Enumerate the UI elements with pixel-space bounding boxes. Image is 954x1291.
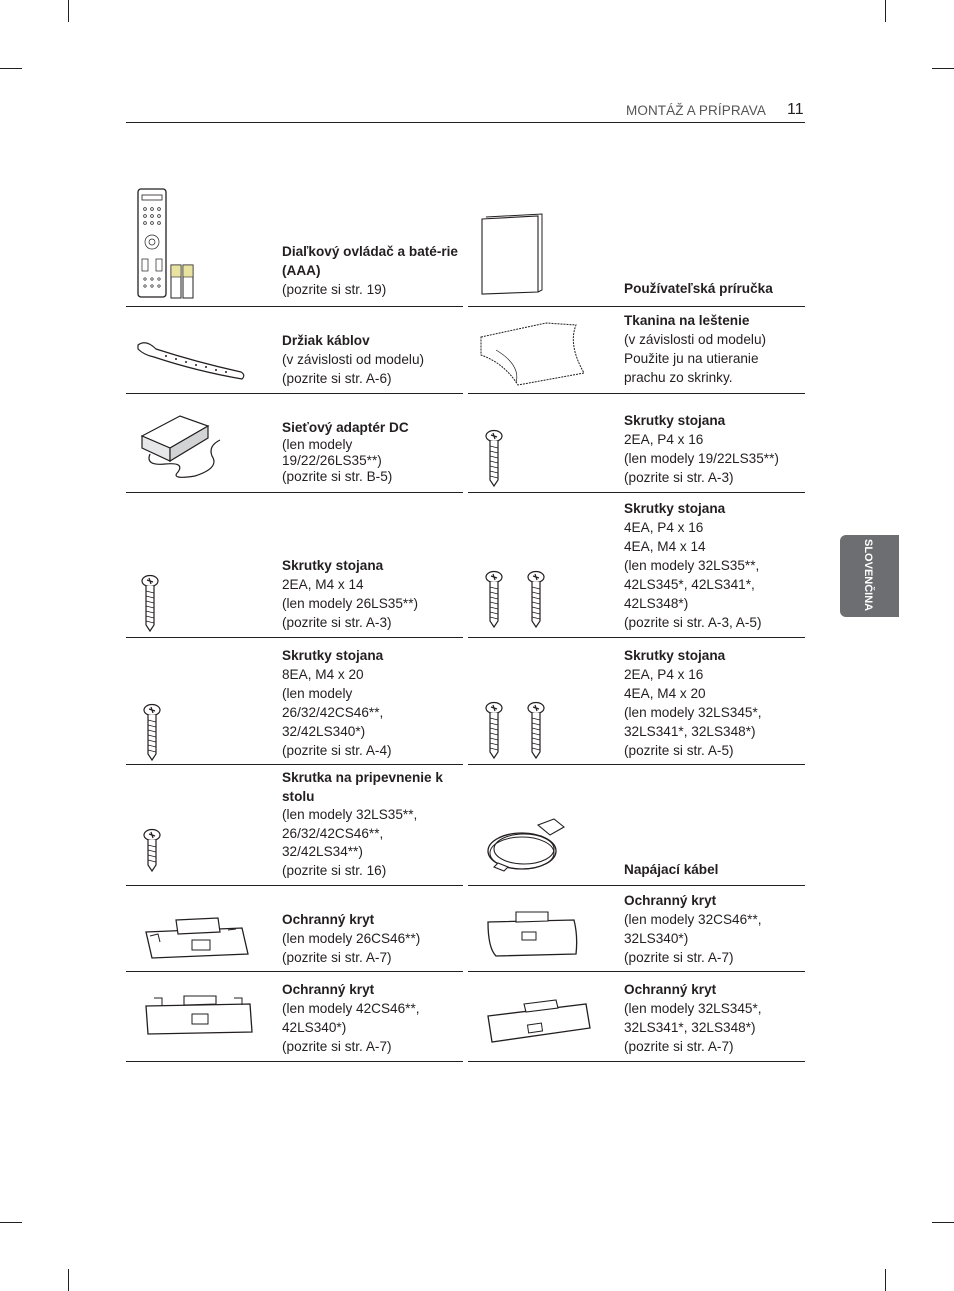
list-item bbox=[468, 638, 805, 765]
item-detail: (pozrite si str. A-7) bbox=[282, 1039, 392, 1054]
list-item bbox=[126, 394, 463, 493]
item-detail: 26/32/42CS46**, bbox=[282, 705, 384, 720]
item-title: Tkanina na leštenie bbox=[624, 313, 750, 328]
item-detail: 42LS345*, 42LS341*, bbox=[624, 577, 755, 592]
list-item bbox=[126, 886, 463, 972]
remote-control-icon bbox=[136, 187, 206, 302]
item-detail: 32LS341*, 32LS348*) bbox=[624, 1020, 756, 1035]
list-item bbox=[468, 307, 805, 394]
two-screws-icon bbox=[482, 571, 552, 641]
language-tab-label: SLOVENČINA bbox=[862, 539, 874, 612]
item-detail: 32LS340*) bbox=[624, 931, 689, 946]
item-detail: (len modely bbox=[282, 437, 353, 452]
item-title: Skrutka na pripevnenie k stolu bbox=[282, 770, 443, 804]
item-title: Ochranný kryt bbox=[624, 982, 717, 997]
screw-icon bbox=[482, 430, 512, 500]
item-detail: (len modely bbox=[282, 686, 353, 701]
crop-mark bbox=[932, 68, 954, 69]
item-detail: (pozrite si str. A-7) bbox=[282, 950, 392, 965]
item-detail: (len modely 42CS46**, bbox=[282, 1001, 420, 1016]
item-detail: (len modely 32LS345*, bbox=[624, 705, 762, 720]
item-detail: 32/42LS340*) bbox=[282, 724, 366, 739]
item-detail: (len modely 32LS35**, bbox=[624, 558, 760, 573]
item-detail: (pozrite si str. A-3) bbox=[624, 470, 734, 485]
item-detail: (pozrite si str. 19) bbox=[282, 282, 387, 297]
item-detail: (v závislosti od modelu) bbox=[282, 352, 425, 367]
item-detail: 19/22/26LS35**) bbox=[282, 453, 382, 468]
item-title: Ochranný kryt bbox=[624, 893, 717, 908]
item-detail: (pozrite si str. 16) bbox=[282, 862, 387, 878]
crop-mark bbox=[885, 0, 886, 22]
item-title: Ochranný kryt bbox=[282, 912, 375, 927]
protective-cover-icon bbox=[144, 906, 254, 966]
item-detail: 32/42LS34**) bbox=[282, 844, 363, 859]
item-detail: (pozrite si str. A-5) bbox=[624, 743, 734, 758]
screw-icon bbox=[138, 575, 168, 645]
item-detail: (len modely 32LS345*, bbox=[624, 1001, 762, 1016]
dc-adapter-icon bbox=[140, 406, 250, 486]
crop-mark bbox=[0, 68, 22, 69]
list-item bbox=[126, 182, 463, 307]
list-item bbox=[126, 765, 463, 886]
list-item bbox=[468, 886, 805, 972]
item-detail: 4EA, M4 x 20 bbox=[624, 686, 706, 701]
item-detail: (pozrite si str. A-3, A-5) bbox=[624, 615, 762, 630]
item-title: Skrutky stojana bbox=[282, 648, 384, 663]
item-detail: (pozrite si str. A-4) bbox=[282, 743, 392, 758]
item-detail: 26/32/42CS46**, bbox=[282, 825, 384, 841]
list-item bbox=[468, 765, 805, 886]
item-title: Napájací kábel bbox=[624, 862, 719, 877]
item-detail: (len modely 32LS35**, bbox=[282, 807, 418, 822]
crop-mark bbox=[68, 0, 69, 22]
item-title: Sieťový adaptér DC bbox=[282, 420, 409, 435]
item-detail: (len modely 19/22LS35**) bbox=[624, 451, 779, 466]
item-title: Ochranný kryt bbox=[282, 982, 375, 997]
item-detail: Použite ju na utieranie bbox=[624, 351, 759, 366]
item-detail: 42LS348*) bbox=[624, 596, 689, 611]
item-detail: 2EA, P4 x 16 bbox=[624, 432, 704, 447]
desk-screw-icon bbox=[140, 829, 170, 889]
item-title: Držiak káblov bbox=[282, 333, 370, 348]
item-title: Používateľská príručka bbox=[624, 281, 773, 296]
item-title: Skrutky stojana bbox=[624, 413, 726, 428]
list-item bbox=[126, 307, 463, 394]
crop-mark bbox=[932, 1222, 954, 1223]
list-item bbox=[468, 972, 805, 1062]
item-detail: 32LS341*, 32LS348*) bbox=[624, 724, 756, 739]
item-detail: 42LS340*) bbox=[282, 1020, 347, 1035]
list-item bbox=[468, 394, 805, 493]
power-cord-icon bbox=[484, 815, 584, 885]
header-rule bbox=[126, 122, 805, 123]
row-divider bbox=[126, 1061, 463, 1062]
row-divider bbox=[468, 1061, 805, 1062]
crop-mark bbox=[0, 1222, 22, 1223]
page-number: 11 bbox=[787, 101, 804, 118]
list-item bbox=[126, 493, 463, 638]
item-detail: (v závislosti od modelu) bbox=[624, 332, 767, 347]
list-item bbox=[468, 182, 805, 307]
language-tab bbox=[840, 535, 899, 617]
protective-cover-icon bbox=[486, 994, 596, 1064]
item-detail: 4EA, P4 x 16 bbox=[624, 520, 704, 535]
protective-cover-icon bbox=[486, 908, 586, 968]
item-title: Skrutky stojana bbox=[624, 501, 726, 516]
item-detail: (len modely 32CS46**, bbox=[624, 912, 762, 927]
list-item bbox=[468, 493, 805, 638]
item-detail: 4EA, M4 x 14 bbox=[624, 539, 706, 554]
item-detail: prachu zo skrinky. bbox=[624, 370, 733, 385]
crop-mark bbox=[885, 1269, 886, 1291]
item-detail: (pozrite si str. A-6) bbox=[282, 371, 392, 386]
item-title: Diaľkový ovládač a baté-rie (AAA) bbox=[282, 244, 458, 278]
polishing-cloth-icon bbox=[476, 315, 591, 390]
item-detail: 2EA, P4 x 16 bbox=[624, 667, 704, 682]
item-detail: (pozrite si str. B-5) bbox=[282, 469, 393, 484]
protective-cover-icon bbox=[144, 990, 264, 1050]
item-title: Skrutky stojana bbox=[624, 648, 726, 663]
cable-holder-icon bbox=[136, 327, 256, 387]
item-title: Skrutky stojana bbox=[282, 558, 384, 573]
list-item bbox=[126, 972, 463, 1062]
list-item bbox=[126, 638, 463, 765]
item-detail: (pozrite si str. A-7) bbox=[624, 1039, 734, 1054]
section-title: MONTÁŽ A PRÍPRAVA bbox=[626, 103, 766, 118]
item-detail: 2EA, M4 x 14 bbox=[282, 577, 364, 592]
item-detail: 8EA, M4 x 20 bbox=[282, 667, 364, 682]
item-detail: (len modely 26CS46**) bbox=[282, 931, 421, 946]
manual-icon bbox=[480, 214, 550, 299]
crop-mark bbox=[68, 1269, 69, 1291]
item-detail: (pozrite si str. A-3) bbox=[282, 615, 392, 630]
item-detail: (pozrite si str. A-7) bbox=[624, 950, 734, 965]
item-detail: (len modely 26LS35**) bbox=[282, 596, 419, 611]
two-screws-icon bbox=[482, 702, 552, 772]
